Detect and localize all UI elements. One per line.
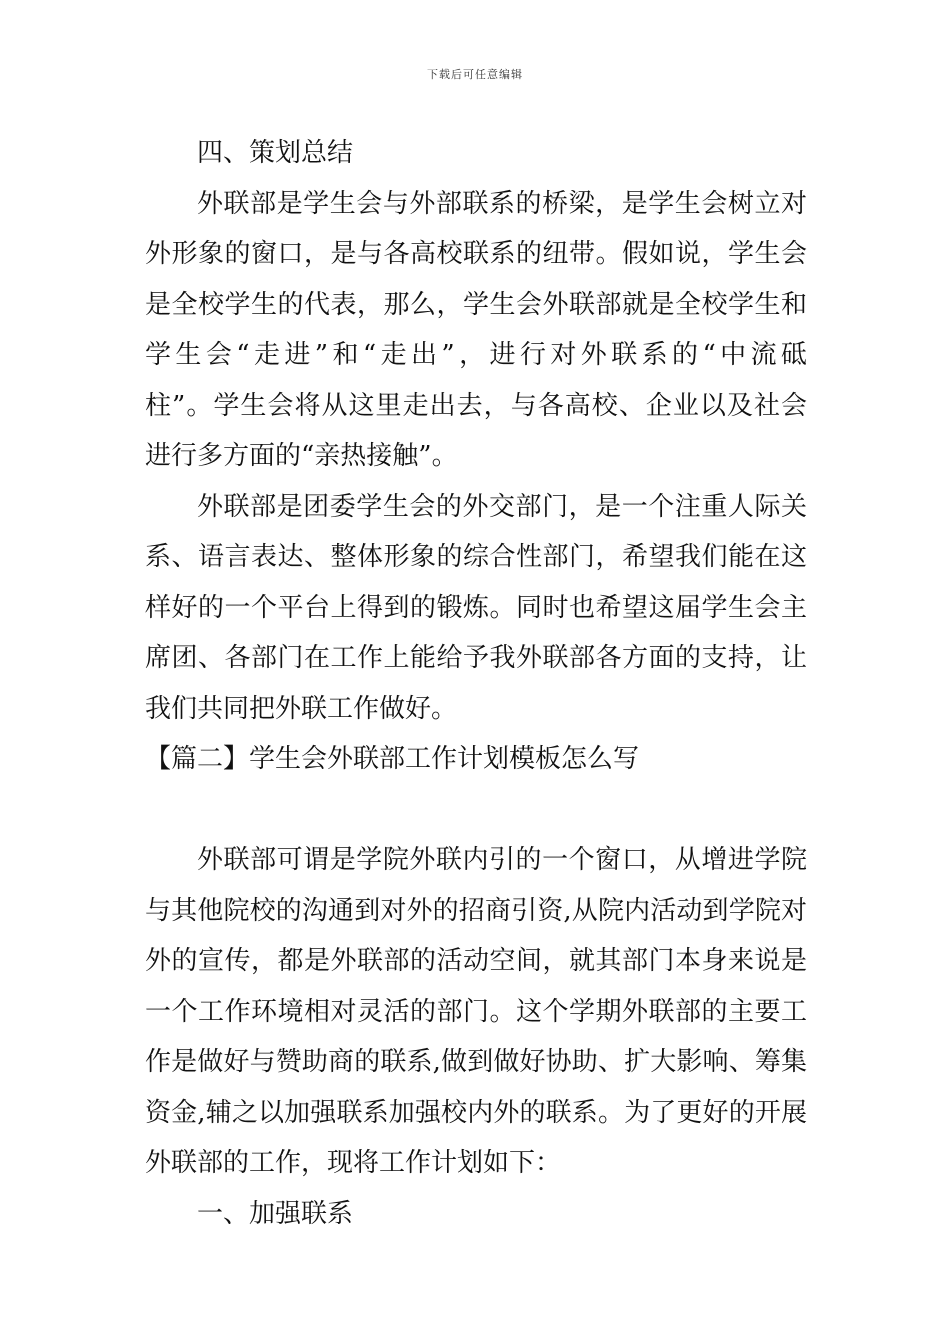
section-heading: 一、加强联系 [197, 1198, 354, 1229]
paragraph-line: 外联部的工作，现将工作计划如下： [145, 1148, 562, 1178]
paragraph-line: 系、语言表达、整体形象的综合性部门，希望我们能在这 [145, 542, 807, 572]
article-heading: 【篇二】学生会外联部工作计划模板怎么写 [145, 744, 640, 774]
paragraph-line: 进行多方面的“亲热接触”。 [145, 441, 458, 471]
paragraph-line: 席团、各部门在工作上能给予我外联部各方面的支持，让 [145, 643, 807, 673]
blank-line [145, 785, 807, 836]
paragraph-line: 外的宣传，都是外联部的活动空间，就其部门本身来说是 [145, 946, 807, 976]
paragraph-line: 作是做好与赞助商的联系,做到做好协助、扩大影响、筹集 [145, 1047, 807, 1077]
paragraph-line: 学生会“走进”和“走出”，进行对外联系的“中流砥 [145, 340, 807, 370]
paragraph-line: 资金,辅之以加强联系加强校内外的联系。为了更好的开展 [145, 1097, 807, 1128]
document-body [145, 128, 807, 1239]
paragraph-line: 外形象的窗口，是与各高校联系的纽带。假如说，学生会 [145, 239, 807, 269]
paragraph-line: 外联部是团委学生会的外交部门，是一个注重人际关 [197, 491, 807, 522]
paragraph-line: 我们共同把外联工作做好。 [145, 693, 458, 724]
paragraph-line: 外联部是学生会与外部联系的桥梁，是学生会树立对 [197, 188, 807, 219]
paragraph-line: 是全校学生的代表，那么，学生会外联部就是全校学生和 [145, 289, 807, 320]
paragraph-line: 柱”。学生会将从这里走出去，与各高校、企业以及社会 [145, 390, 807, 421]
paragraph-line: 与其他院校的沟通到对外的招商引资,从院内活动到学院对 [145, 895, 807, 926]
section-heading: 四、策划总结 [197, 138, 354, 168]
page-header-note: 下载后可任意编辑 [427, 68, 523, 81]
paragraph-line: 样好的一个平台上得到的锻炼。同时也希望这届学生会主 [145, 592, 807, 623]
paragraph-line: 一个工作环境相对灵活的部门。这个学期外联部的主要工 [145, 996, 807, 1027]
paragraph-line: 外联部可谓是学院外联内引的一个窗口，从增进学院 [197, 845, 807, 875]
